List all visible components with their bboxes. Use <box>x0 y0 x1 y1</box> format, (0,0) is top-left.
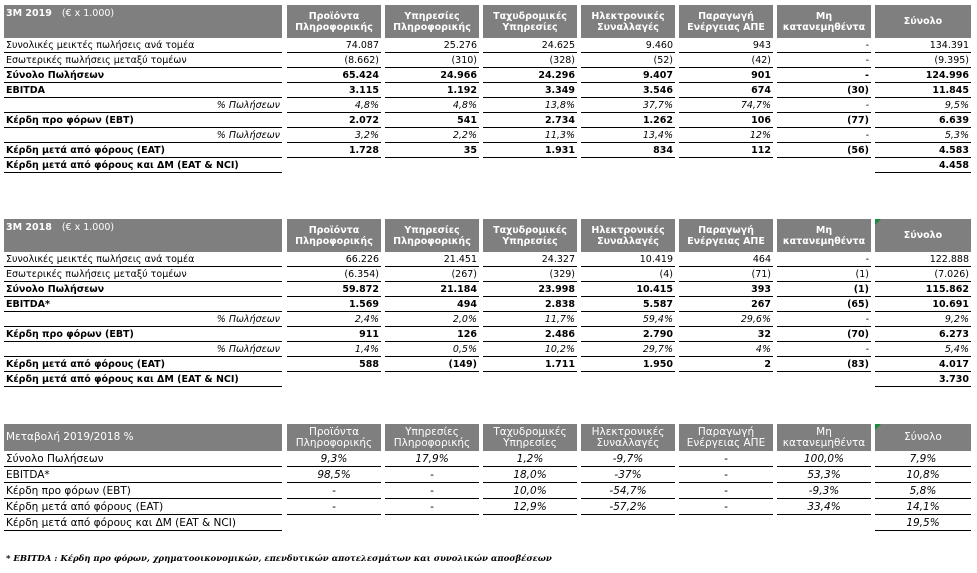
table-cell: 9,5% <box>875 98 971 113</box>
table-row <box>4 143 971 158</box>
table-cell: 11,7% <box>483 312 577 327</box>
row-label: Σύνολο Πωλήσεων <box>4 451 282 467</box>
table-cell: (4) <box>581 267 675 282</box>
table-cell: (65) <box>777 297 871 312</box>
table-cell: (71) <box>679 267 773 282</box>
table-cell: 3.349 <box>483 83 577 98</box>
table-cell: - <box>777 38 871 53</box>
table-cell: 12% <box>679 128 773 143</box>
table-row <box>4 327 971 342</box>
table-cell: (310) <box>385 53 479 68</box>
table-cell: 1.262 <box>581 113 675 128</box>
table-cell: (42) <box>679 53 773 68</box>
table-cell: 24.296 <box>483 68 577 83</box>
table-title: 3M 2018 (€ x 1.000) <box>4 219 282 252</box>
table-cell: 6.273 <box>875 327 971 342</box>
table-cell: 13,8% <box>483 98 577 113</box>
table-cell: 4% <box>679 342 773 357</box>
table-cell: - <box>777 312 871 327</box>
table-cell: 2,4% <box>287 312 381 327</box>
table-row <box>4 451 971 467</box>
table-cell: 112 <box>679 143 773 158</box>
table-cell: 11,3% <box>483 128 577 143</box>
table-change-2019-2018 <box>4 424 971 531</box>
table-cell: 4,8% <box>287 98 381 113</box>
table-cell: (7.026) <box>875 267 971 282</box>
table-cell: 1.950 <box>581 357 675 372</box>
table-cell: -9,7% <box>581 451 675 467</box>
table-cell: 10,0% <box>483 483 577 499</box>
table-cell: 32 <box>679 327 773 342</box>
table-row <box>4 98 971 113</box>
table-cell: 5,8% <box>875 483 971 499</box>
row-label: Κέρδη μετά από φόρους (EAT) <box>4 499 282 515</box>
table-cell: 10,2% <box>483 342 577 357</box>
table-cell <box>581 158 675 173</box>
column-header: Μη κατανεμηθέντα <box>777 219 871 252</box>
table-cell: 901 <box>679 68 773 83</box>
table-cell: 14,1% <box>875 499 971 515</box>
row-label: Συνολικές μεικτές πωλήσεις ανά τομέα <box>4 38 282 53</box>
table-cell <box>483 372 577 387</box>
table-cell: -37% <box>581 467 675 483</box>
table-cell: 19,5% <box>875 515 971 531</box>
table-cell: 24.327 <box>483 252 577 267</box>
table-cell: 2.072 <box>287 113 381 128</box>
table-row <box>4 113 971 128</box>
table-cell: 541 <box>385 113 479 128</box>
table-cell: 3.730 <box>875 372 971 387</box>
table-cell: (9.395) <box>875 53 971 68</box>
row-label: EBITDA* <box>4 297 282 312</box>
table-cell: 100,0% <box>777 451 871 467</box>
table-cell: 33,4% <box>777 499 871 515</box>
table-cell: 10.691 <box>875 297 971 312</box>
table-cell <box>483 515 577 531</box>
table-cell: (70) <box>777 327 871 342</box>
table-cell: 2,2% <box>385 128 479 143</box>
table-cell: - <box>777 128 871 143</box>
row-label: Κέρδη μετά από φόρους (EAT) <box>4 143 282 158</box>
table-cell: 59.872 <box>287 282 381 297</box>
column-header: Μη κατανεμηθέντα <box>777 5 871 38</box>
table-cell <box>777 372 871 387</box>
table-cell: 2.838 <box>483 297 577 312</box>
table-cell: 9,3% <box>287 451 381 467</box>
table-cell: 6.639 <box>875 113 971 128</box>
column-header: Υπηρεσίες Πληροφορικής <box>385 5 479 38</box>
table-row <box>4 68 971 83</box>
table-row <box>4 372 971 387</box>
table-cell: 25.276 <box>385 38 479 53</box>
table-cell: 943 <box>679 38 773 53</box>
table-cell: 4.017 <box>875 357 971 372</box>
table-cell: 1,4% <box>287 342 381 357</box>
table-cell: (149) <box>385 357 479 372</box>
table-cell: 18,0% <box>483 467 577 483</box>
table-cell: 9.407 <box>581 68 675 83</box>
table-cell: - <box>679 499 773 515</box>
table-cell <box>777 515 871 531</box>
table-cell <box>581 515 675 531</box>
table-cell: - <box>679 467 773 483</box>
row-label: % Πωλήσεων <box>4 98 282 113</box>
table-cell: 115.862 <box>875 282 971 297</box>
table-cell: 1.711 <box>483 357 577 372</box>
table-cell: - <box>385 467 479 483</box>
table-cell: (52) <box>581 53 675 68</box>
table-cell: (56) <box>777 143 871 158</box>
column-header: Μη κατανεμηθέντα <box>777 424 871 451</box>
table-cell: -9,3% <box>777 483 871 499</box>
table-cell: (6.354) <box>287 267 381 282</box>
table-row <box>4 128 971 143</box>
table-3m-2019 <box>4 5 971 173</box>
table-cell: 74.087 <box>287 38 381 53</box>
row-label: Κέρδη προ φόρων (EBT) <box>4 327 282 342</box>
column-header: Ταχυδρομικές Υπηρεσίες <box>483 424 577 451</box>
table-cell: 4.458 <box>875 158 971 173</box>
table-cell: 37,7% <box>581 98 675 113</box>
table-cell <box>679 372 773 387</box>
table-cell: 17,9% <box>385 451 479 467</box>
table-cell: 74,7% <box>679 98 773 113</box>
row-label: Συνολικές μεικτές πωλήσεις ανά τομέα <box>4 252 282 267</box>
column-header: Προϊόντα Πληροφορικής <box>287 5 381 38</box>
column-header: Σύνολο <box>875 424 971 451</box>
table-cell: 1.931 <box>483 143 577 158</box>
table-cell: 494 <box>385 297 479 312</box>
table-cell: 21.451 <box>385 252 479 267</box>
table-cell: 2.486 <box>483 327 577 342</box>
table-row <box>4 499 971 515</box>
row-label: Κέρδη μετά από φόρους και ΔΜ (EAT & NCI) <box>4 158 282 173</box>
table-cell: 106 <box>679 113 773 128</box>
column-header: Σύνολο <box>875 5 971 38</box>
row-label: Εσωτερικές πωλήσεις μεταξύ τομέων <box>4 267 282 282</box>
table-cell: 12,9% <box>483 499 577 515</box>
row-label: Κέρδη μετά από φόρους και ΔΜ (EAT & NCI) <box>4 372 282 387</box>
table-cell: 3.546 <box>581 83 675 98</box>
table-cell: 2.790 <box>581 327 675 342</box>
table-cell: 5,4% <box>875 342 971 357</box>
table-cell: 2.734 <box>483 113 577 128</box>
row-label: Σύνολο Πωλήσεων <box>4 68 282 83</box>
table-title: 3M 2019 (€ x 1.000) <box>4 5 282 38</box>
column-header: Ηλεκτρονικές Συναλλαγές <box>581 424 675 451</box>
column-header: Υπηρεσίες Πληροφορικής <box>385 219 479 252</box>
table-cell: - <box>287 499 381 515</box>
table-cell <box>679 158 773 173</box>
table-row <box>4 357 971 372</box>
table-cell: 24.966 <box>385 68 479 83</box>
row-label: % Πωλήσεων <box>4 128 282 143</box>
table-cell: - <box>679 483 773 499</box>
table-cell: 911 <box>287 327 381 342</box>
table-cell: 126 <box>385 327 479 342</box>
table-row <box>4 297 971 312</box>
table-cell: 124.996 <box>875 68 971 83</box>
table-cell: 53,3% <box>777 467 871 483</box>
table-cell: - <box>385 499 479 515</box>
table-cell <box>287 515 381 531</box>
table-row <box>4 342 971 357</box>
table-cell: (329) <box>483 267 577 282</box>
table-cell: - <box>287 483 381 499</box>
row-label: Κέρδη μετά από φόρους και ΔΜ (EAT & NCI) <box>4 515 282 531</box>
row-label: Κέρδη μετά από φόρους (EAT) <box>4 357 282 372</box>
table-row <box>4 467 971 483</box>
table-cell <box>679 515 773 531</box>
table-row <box>4 282 971 297</box>
column-header: Υπηρεσίες Πληροφορικής <box>385 424 479 451</box>
row-label: % Πωλήσεων <box>4 342 282 357</box>
table-cell <box>385 372 479 387</box>
row-label: EBITDA <box>4 83 282 98</box>
table-cell: 7,9% <box>875 451 971 467</box>
table-cell: - <box>679 451 773 467</box>
table-row <box>4 158 971 173</box>
table-cell: -57,2% <box>581 499 675 515</box>
header-row <box>4 424 971 451</box>
table-cell: - <box>777 98 871 113</box>
table-cell: - <box>777 252 871 267</box>
table-cell: - <box>777 53 871 68</box>
column-header: Σύνολο <box>875 219 971 252</box>
table-cell: 4,8% <box>385 98 479 113</box>
table-cell: 21.184 <box>385 282 479 297</box>
table-cell <box>287 158 381 173</box>
table-cell: (83) <box>777 357 871 372</box>
table-cell: 35 <box>385 143 479 158</box>
table-cell <box>483 158 577 173</box>
table-cell: 23.998 <box>483 282 577 297</box>
table-cell: - <box>777 342 871 357</box>
table-cell: 65.424 <box>287 68 381 83</box>
column-header: Παραγωγή Ενέργειας ΑΠΕ <box>679 424 773 451</box>
table-cell: 29,7% <box>581 342 675 357</box>
table-cell: 1.192 <box>385 83 479 98</box>
table-cell: 2,0% <box>385 312 479 327</box>
table-cell: 134.391 <box>875 38 971 53</box>
row-label: EBITDA* <box>4 467 282 483</box>
table-cell <box>287 372 381 387</box>
header-row <box>4 5 971 38</box>
table-cell: - <box>777 68 871 83</box>
table-cell: (1) <box>777 282 871 297</box>
table-cell <box>581 372 675 387</box>
table-cell: 1.569 <box>287 297 381 312</box>
table-cell: 10.415 <box>581 282 675 297</box>
table-cell <box>777 158 871 173</box>
row-label: % Πωλήσεων <box>4 312 282 327</box>
table-cell: 3.115 <box>287 83 381 98</box>
table-cell: 3,2% <box>287 128 381 143</box>
table-cell: (1) <box>777 267 871 282</box>
table-cell: 393 <box>679 282 773 297</box>
table-cell: (328) <box>483 53 577 68</box>
table-3m-2018 <box>4 219 971 387</box>
table-cell: (8.662) <box>287 53 381 68</box>
table-row <box>4 483 971 499</box>
table-cell: 1.728 <box>287 143 381 158</box>
table-cell: 267 <box>679 297 773 312</box>
table-row <box>4 267 971 282</box>
table-cell: 0,5% <box>385 342 479 357</box>
table-cell: (30) <box>777 83 871 98</box>
table-cell: -54,7% <box>581 483 675 499</box>
table-cell: 10,8% <box>875 467 971 483</box>
table-cell: 4.583 <box>875 143 971 158</box>
table-cell <box>385 158 479 173</box>
table-row <box>4 312 971 327</box>
table-cell: 9,2% <box>875 312 971 327</box>
table-row <box>4 38 971 53</box>
table-cell: 464 <box>679 252 773 267</box>
row-label: Κέρδη προ φόρων (EBT) <box>4 483 282 499</box>
row-label: Εσωτερικές πωλήσεις μεταξύ τομέων <box>4 53 282 68</box>
table-cell: 2 <box>679 357 773 372</box>
column-header: Ηλεκτρονικές Συναλλαγές <box>581 5 675 38</box>
table-row <box>4 53 971 68</box>
column-header: Ταχυδρομικές Υπηρεσίες <box>483 219 577 252</box>
table-row <box>4 515 971 531</box>
table-cell: 1,2% <box>483 451 577 467</box>
table-cell <box>385 515 479 531</box>
column-header: Ηλεκτρονικές Συναλλαγές <box>581 219 675 252</box>
table-cell: 13,4% <box>581 128 675 143</box>
table-cell: 98,5% <box>287 467 381 483</box>
table-title: Μεταβολή 2019/2018 % <box>4 424 282 451</box>
table-cell: 674 <box>679 83 773 98</box>
table-cell: 122.888 <box>875 252 971 267</box>
table-cell: 66.226 <box>287 252 381 267</box>
table-row <box>4 252 971 267</box>
row-label: Κέρδη προ φόρων (EBT) <box>4 113 282 128</box>
table-cell: 5.587 <box>581 297 675 312</box>
table-cell: 59,4% <box>581 312 675 327</box>
table-cell: 5,3% <box>875 128 971 143</box>
table-cell: (77) <box>777 113 871 128</box>
table-cell: 10.419 <box>581 252 675 267</box>
column-header: Ταχυδρομικές Υπηρεσίες <box>483 5 577 38</box>
row-label: Σύνολο Πωλήσεων <box>4 282 282 297</box>
table-cell: (267) <box>385 267 479 282</box>
table-cell: 588 <box>287 357 381 372</box>
column-header: Προϊόντα Πληροφορικής <box>287 424 381 451</box>
column-header: Παραγωγή Ενέργειας ΑΠΕ <box>679 5 773 38</box>
table-cell: 11.845 <box>875 83 971 98</box>
column-header: Παραγωγή Ενέργειας ΑΠΕ <box>679 219 773 252</box>
table-cell: 834 <box>581 143 675 158</box>
table-cell: - <box>385 483 479 499</box>
footnote-ebitda: * EBITDA : Κέρδη προ φόρων, χρηματοοικονομικών, επενδυτικών αποτελεσμάτων και συνολικών αποσβέσεων <box>6 554 552 564</box>
table-cell: 29,6% <box>679 312 773 327</box>
table-cell: 9.460 <box>581 38 675 53</box>
header-row <box>4 219 971 252</box>
table-cell: 24.625 <box>483 38 577 53</box>
table-row <box>4 83 971 98</box>
column-header: Προϊόντα Πληροφορικής <box>287 219 381 252</box>
